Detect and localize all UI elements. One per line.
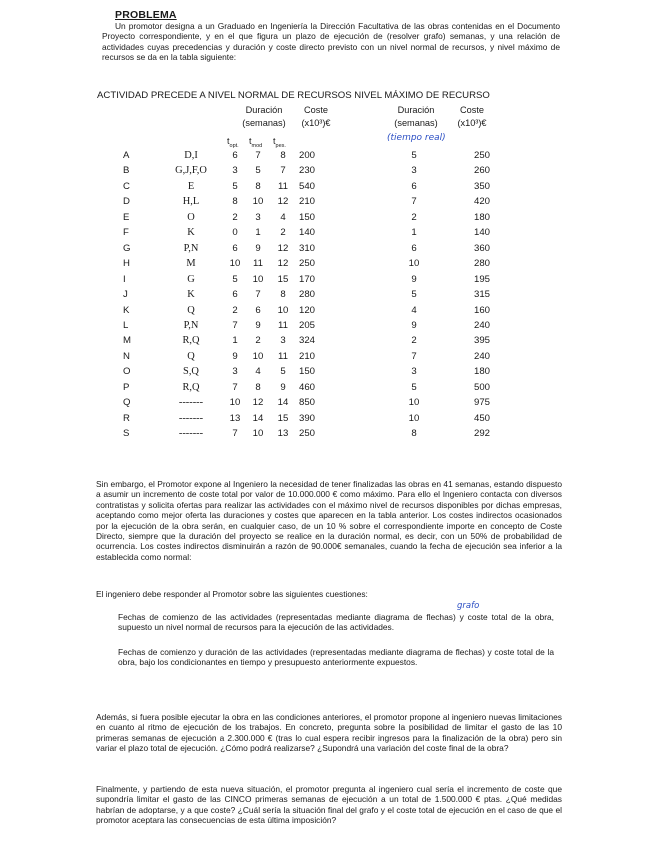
activity-code: L [123,319,129,331]
cost-normal: 280 [299,289,316,301]
cost-normal: 210 [299,350,316,362]
t-optimistic: 1 [232,335,238,347]
t-pessimistic: 8 [280,150,286,161]
table-row [0,364,656,379]
t-optimistic: 0 [232,227,238,239]
activity-code: N [123,350,130,362]
t-pessimistic: 14 [277,397,289,409]
duration-max: 6 [411,242,417,254]
cost-normal: 390 [299,412,316,424]
paragraph-final-question: Finalmente, y partiendo de esta nueva situación, el promotor pregunta al ingeniero cual sería el incremento de coste que supondría limitar el gasto de las CINCO primeras semanas de ejecución a un total de 1.500.000 € ptas. ¿Qué medidas habrían de adoptarse, y a que coste? ¿Cuál sería la situación final del grafo y el coste total de ejecución en el caso de que el promotor aceptara las consecuencias de esta última imposición? [96,784,562,826]
cost-max: 250 [474,150,491,161]
duration-max: 2 [411,335,417,347]
precedes: ------- [178,412,204,424]
activity-code: A [123,150,130,161]
precedes: K [187,289,195,301]
table-row [0,241,656,256]
header-t-pes: $t_{pes.}$ [273,136,286,149]
t-optimistic: 5 [232,180,238,192]
t-pessimistic: 2 [280,227,286,239]
t-optimistic: 9 [232,350,238,362]
activity-code: K [123,304,130,316]
duration-max: 5 [411,289,417,301]
t-modal: 10 [252,350,264,362]
t-optimistic: 8 [232,196,238,208]
t-modal: 10 [252,428,264,440]
duration-max: 6 [411,180,417,192]
t-pessimistic: 4 [280,211,286,223]
duration-max: 5 [411,381,417,393]
duration-max: 3 [411,165,417,177]
cost-normal: 150 [299,366,316,378]
table-row [0,349,656,364]
cost-normal: 540 [299,180,316,192]
table-row [0,256,656,271]
table-row [0,380,656,395]
t-modal: 8 [255,180,261,192]
duration-max: 10 [408,258,420,270]
table-row [0,318,656,333]
cost-max: 350 [474,180,491,192]
table-row [0,163,656,178]
t-modal: 10 [252,273,264,285]
t-pessimistic: 9 [280,381,286,393]
header-cost-unit-max: (x10³)€ [457,118,487,128]
precedes: P,N [183,319,199,331]
t-modal: 14 [252,412,264,424]
header-t-mod: $t_{mod}$ [249,136,263,149]
precedes: ------- [178,428,204,440]
table-row [0,210,656,225]
activity-code: G [123,242,131,254]
t-optimistic: 5 [232,273,238,285]
cost-max: 195 [474,273,491,285]
cost-normal: 230 [299,165,316,177]
activity-code: I [123,273,126,285]
t-optimistic: 6 [232,289,238,301]
t-pessimistic: 15 [277,412,289,424]
cost-max: 292 [474,428,491,440]
cost-max: 420 [474,196,491,208]
t-pessimistic: 15 [277,273,289,285]
cost-normal: 120 [299,304,316,316]
activity-code: O [123,366,131,378]
t-modal: 1 [255,227,261,239]
question-2: Fechas de comienzo y duración de las actividades (representadas mediante diagrama de flechas) y coste total de la obra, bajo los condicionantes en tiempo y presupuesto anteriormente expuestos. [118,647,554,668]
t-optimistic: 6 [232,242,238,254]
precedes: G [187,273,195,285]
duration-max: 10 [408,397,420,409]
duration-max: 1 [411,227,417,239]
paragraph-conditions: Sin embargo, el Promotor expone al Ingeniero la necesidad de tener finalizadas las obras en 41 semanas, estando dispuesto a asumir un incremento de coste total por valor de 10.000.000 € como máximo. Para ello el Ingeniero contacta con diversos contratistas y solicita ofertas para realizar las actividades con el máximo nivel de recursos disponibles por dichas empresas, aceptando como mejor oferta las duraciones y costes que aparecen en la tabla anterior. Los costes indirectos ocasionados por la ejecución de la obra serán, en cualquier caso, de un 10 % sobre el correspondiente importe en concepto de Coste Directo, siempre que la duración del proyecto se realice en la duración normal, es decir, con un 50% de probabilidad de ocurrencia. Los costes indirectos disminuirán a razón de 90.000€ semanales, cuando la fecha de ejecución sea inferior a la establecida como normal: [96,479,562,562]
duration-max: 9 [411,319,417,331]
table-row [0,333,656,348]
activity-code: S [123,428,130,440]
activity-code: H [123,258,130,270]
duration-max: 7 [411,196,417,208]
duration-max: 10 [408,412,420,424]
cost-normal: 324 [299,335,316,347]
t-pessimistic: 11 [278,180,288,192]
header-weeks-max: (semanas) [394,118,438,128]
precedes: ------- [178,397,204,409]
header-cost-unit: (x10³)€ [301,118,331,128]
handwritten-note-tiempo-real: (tiempo real) [387,133,446,143]
activity-code: C [123,180,130,192]
t-pessimistic: 13 [277,428,289,440]
cost-max: 240 [474,319,491,331]
t-optimistic: 10 [229,397,241,409]
activity-code: E [123,211,130,223]
t-pessimistic: 5 [280,366,286,378]
activity-code: F [123,227,129,239]
cost-max: 160 [474,304,491,316]
intro-paragraph: Un promotor designa a un Graduado en Ingeniería la Dirección Facultativa de las obras contenidas en el Documento Proyecto correspondiente, y en el que figura un plazo de ejecución de (resolver grafo) semanas, y una relación de actividades cuyas precedencias y duración y coste directo previsto con un nivel normal de recursos, y nivel máximo de recursos se da en la tabla siguiente: [102,21,560,63]
t-optimistic: 7 [232,428,238,440]
cost-normal: 205 [299,319,316,331]
header-duration-max: Duración [397,105,435,115]
precedes: R,Q [182,335,200,347]
cost-normal: 460 [299,381,316,393]
cost-max: 450 [474,412,491,424]
t-modal: 12 [252,397,264,409]
header-t-opt: $t_{opt.}$ [227,136,239,149]
t-optimistic: 6 [232,150,238,161]
header-duration: Duración [245,105,283,115]
table-row [0,426,656,441]
t-optimistic: 7 [232,319,238,331]
table-header-line: ACTIVIDAD PRECEDE A NIVEL NORMAL DE RECURSOS NIVEL MÁXIMO DE RECURSO [97,90,490,101]
t-optimistic: 10 [229,258,241,270]
t-modal: 6 [255,304,261,316]
cost-max: 240 [474,350,491,362]
precedes: R,Q [182,381,200,393]
table-row [0,411,656,426]
cost-max: 180 [474,211,491,223]
cost-max: 140 [474,227,491,239]
cost-max: 260 [474,165,491,177]
precedes: E [187,180,195,192]
cost-normal: 150 [299,211,316,223]
t-pessimistic: 11 [278,350,288,362]
activity-code: P [123,381,130,393]
t-pessimistic: 12 [277,196,289,208]
t-optimistic: 7 [232,381,238,393]
table-row [0,225,656,240]
paragraph-questions-intro: El ingeniero debe responder al Promotor sobre las siguientes cuestiones: [96,589,368,599]
precedes: S,Q [183,366,199,378]
t-modal: 2 [255,335,261,347]
t-pessimistic: 12 [277,258,289,270]
duration-max: 7 [411,350,417,362]
table-row [0,287,656,302]
t-pessimistic: 10 [277,304,289,316]
precedes: O [187,211,195,223]
t-modal: 9 [255,319,261,331]
cost-max: 180 [474,366,491,378]
cost-normal: 850 [299,397,316,409]
cost-normal: 210 [299,196,316,208]
t-modal: 4 [255,366,261,378]
duration-max: 4 [411,304,417,316]
t-optimistic: 2 [232,211,238,223]
t-modal: 7 [255,289,261,301]
t-pessimistic: 12 [277,242,289,254]
table-row [0,303,656,318]
cost-max: 975 [474,397,491,409]
t-optimistic: 2 [232,304,238,316]
t-pessimistic: 3 [280,335,286,347]
table-row [0,395,656,410]
t-pessimistic: 8 [280,289,286,301]
cost-max: 360 [474,242,491,254]
activity-code: J [123,289,128,301]
t-optimistic: 13 [229,412,241,424]
activity-code: M [123,335,131,347]
duration-max: 3 [411,366,417,378]
table-row [0,179,656,194]
t-modal: 11 [253,258,263,270]
duration-max: 8 [411,428,417,440]
question-1: Fechas de comienzo de las actividades (representadas mediante diagrama de flechas) y coste total de la obra, supuesto un nivel normal de recursos para la ejecución de las actividades. [118,612,554,633]
t-optimistic: 3 [232,366,238,378]
activity-code: R [123,412,130,424]
precedes: P,N [183,242,199,254]
t-modal: 3 [255,211,261,223]
table-row [0,194,656,209]
cost-normal: 200 [299,150,316,161]
t-modal: 7 [255,150,261,161]
t-modal: 5 [255,165,261,177]
precedes: D,I [184,150,198,161]
table-row [0,272,656,287]
activity-code: B [123,165,130,177]
cost-normal: 310 [299,242,316,254]
precedes: H,L [182,196,200,208]
precedes: Q [187,350,195,362]
cost-max: 315 [474,289,491,301]
precedes: Q [187,304,195,316]
cost-max: 395 [474,335,491,347]
t-pessimistic: 11 [278,319,288,331]
t-modal: 8 [255,381,261,393]
paragraph-additional-limits: Además, si fuera posible ejecutar la obra en las condiciones anteriores, el promotor propone al ingeniero nuevas limitaciones en cuanto al ritmo de ejecución de los trabajos. En concreto, pregunta sobre la posibilidad de limitar el gasto de las 10 primeras semanas de ejecución a 2.300.000 € (tras lo cual espera recibir ingresos para la finalización de la obra) pero sin variar el plazo total de ejecución. ¿Cómo podrá realizarse? ¿Supondrá una variación del coste final de la obra? [96,712,562,754]
t-optimistic: 3 [232,165,238,177]
problem-title: PROBLEMA [115,9,177,21]
cost-normal: 250 [299,428,316,440]
cost-normal: 170 [299,273,316,285]
cost-normal: 140 [299,227,316,239]
handwritten-note-grafo: grafo [457,601,480,611]
activity-code: D [123,196,130,208]
precedes: G,J,F,O [175,165,207,177]
t-modal: 9 [255,242,261,254]
cost-max: 500 [474,381,491,393]
header-cost-max: Coste [459,105,484,115]
cost-max: 280 [474,258,491,270]
precedes: M [186,258,196,270]
duration-max: 5 [411,150,417,161]
t-modal: 10 [252,196,264,208]
header-cost: Coste [303,105,328,115]
header-weeks: (semanas) [242,118,286,128]
t-pessimistic: 7 [280,165,286,177]
precedes: K [187,227,195,239]
duration-max: 2 [411,211,417,223]
cost-normal: 250 [299,258,316,270]
duration-max: 9 [411,273,417,285]
table-row [0,148,656,163]
activity-code: Q [123,397,131,409]
